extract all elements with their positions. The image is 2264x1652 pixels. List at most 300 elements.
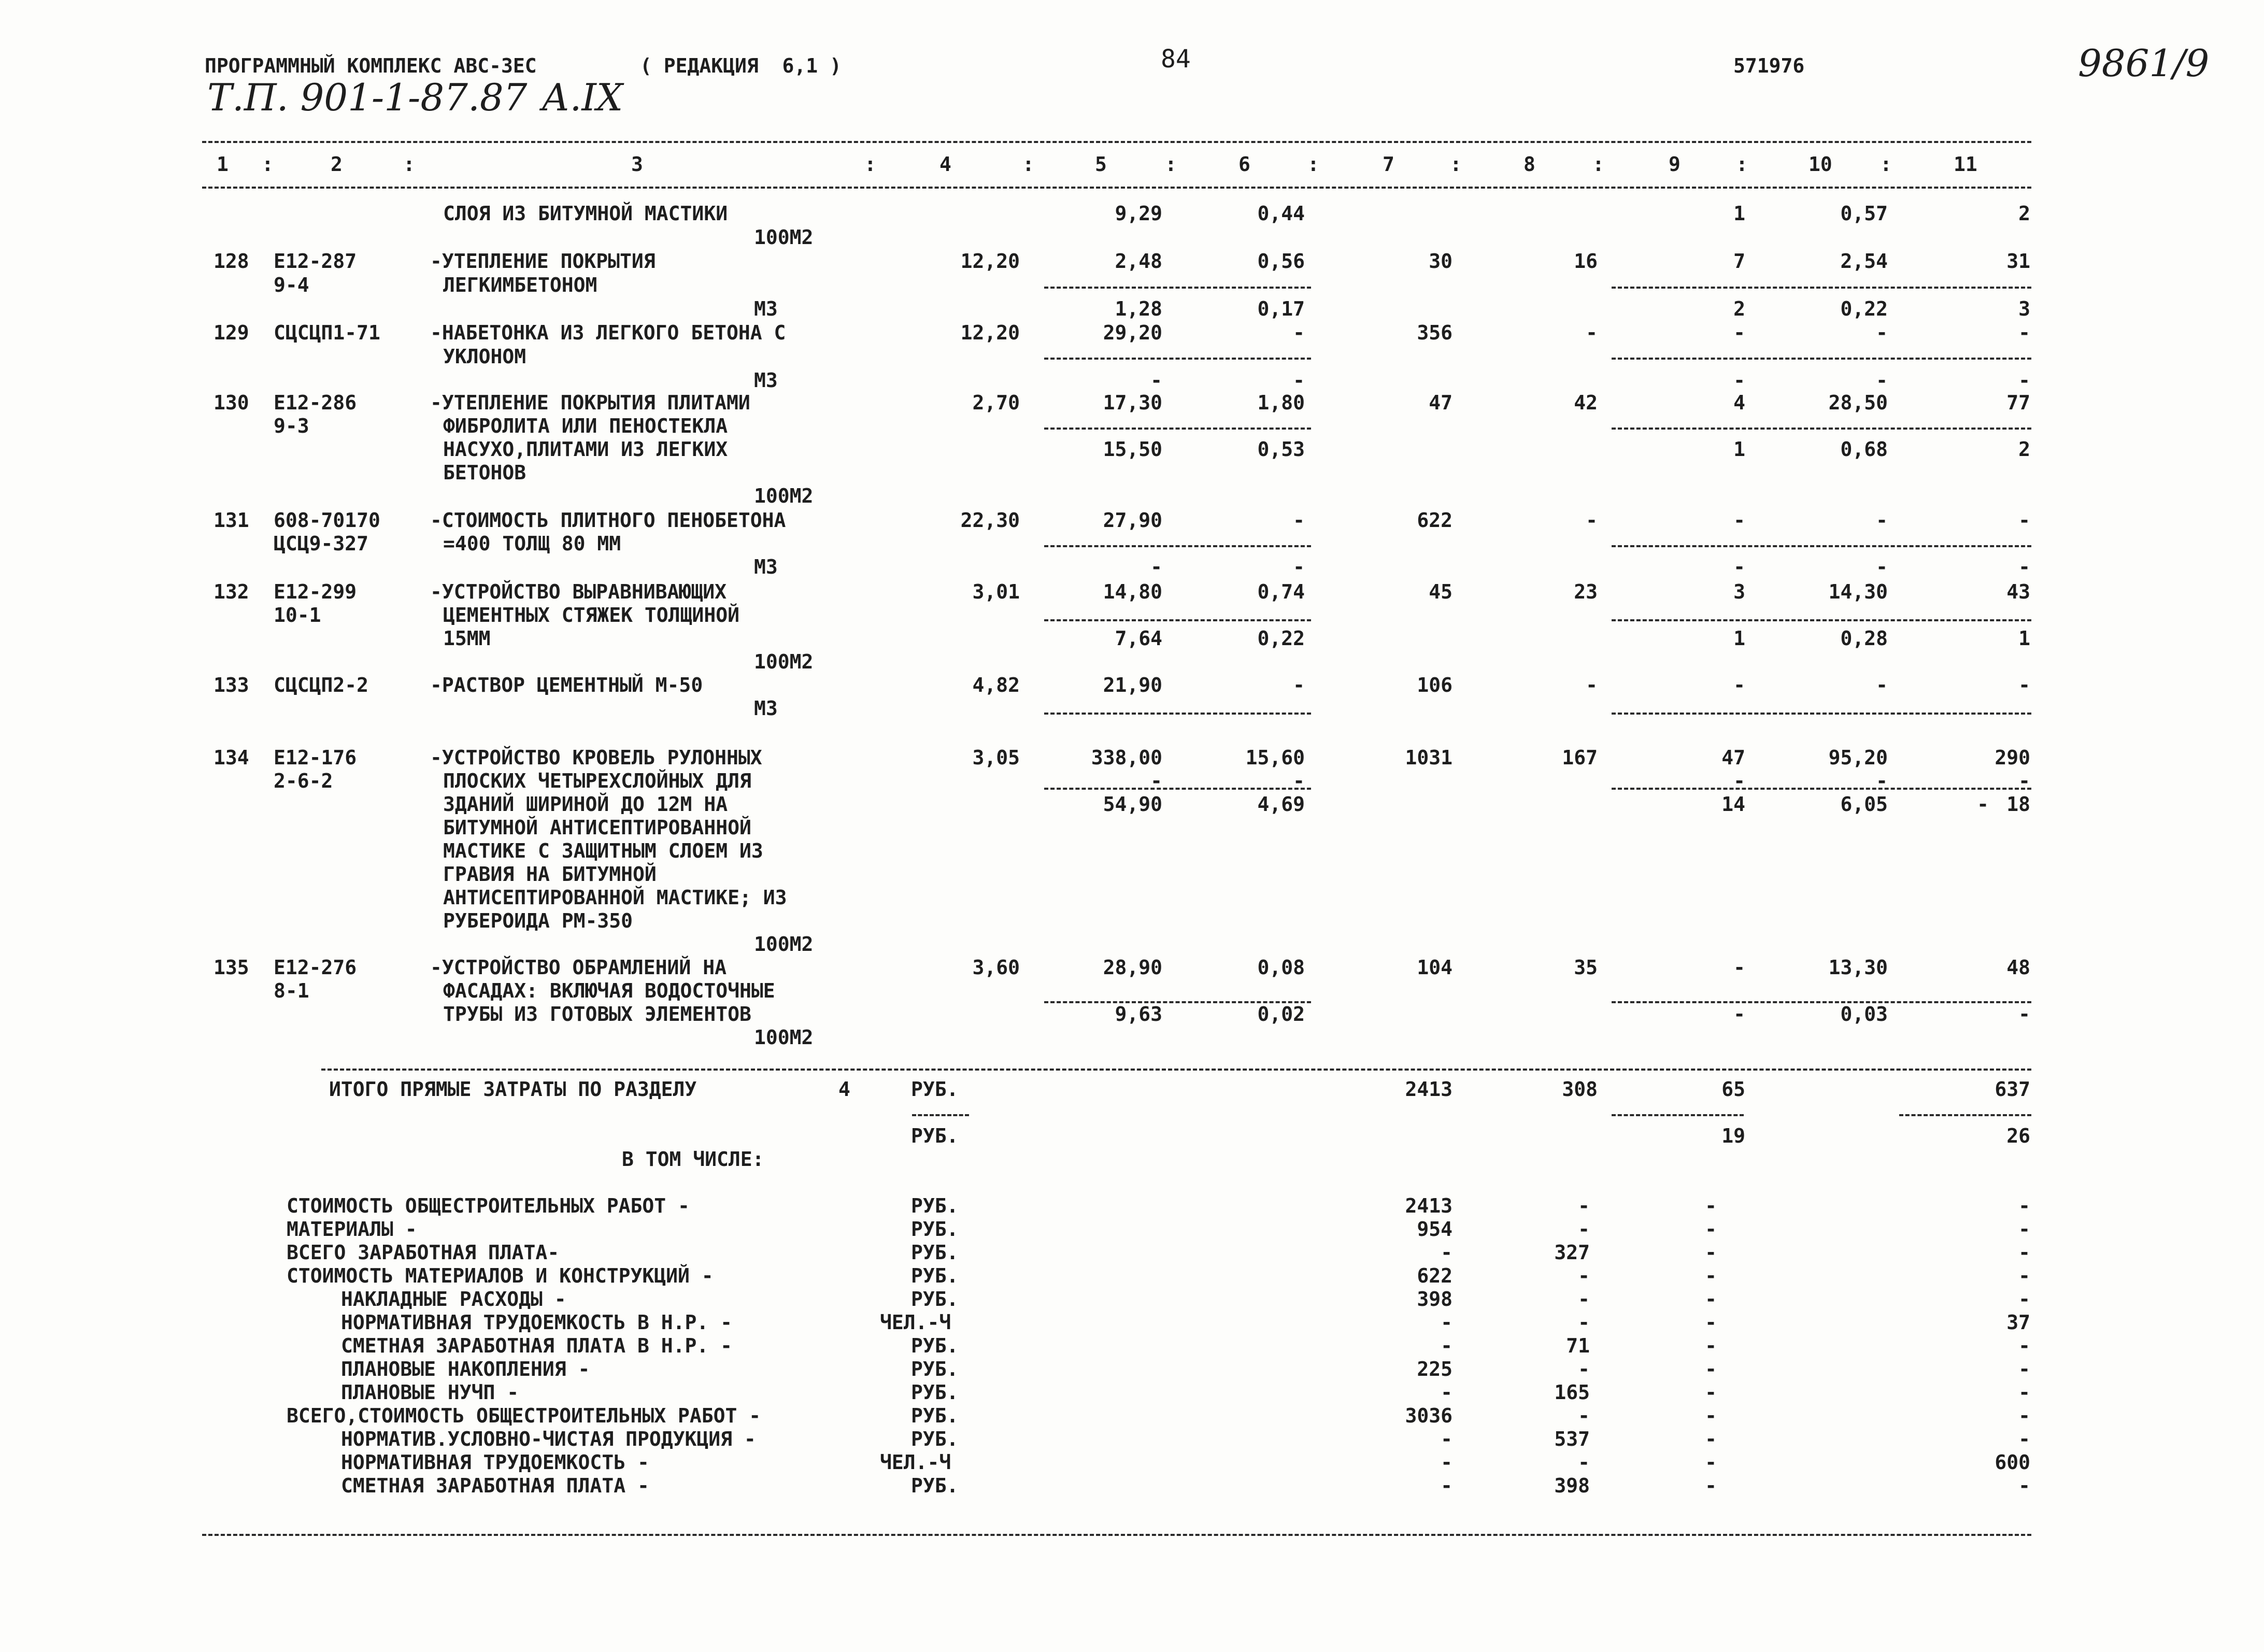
entry-line: МАСТИКЕ С ЗАЩИТНЫМ СЛОЕМ ИЗ [443,839,763,862]
entry-line: М3 [754,556,778,578]
rule [1044,788,1311,790]
totals-unit: РУБ. [911,1078,959,1101]
entry-line: 290 [1995,746,2030,769]
entry-line: 133 [213,674,249,696]
entry-line: - [1293,556,1305,578]
col-header-6: 6 [1238,153,1250,176]
summary-col11: - [2018,1381,2030,1404]
summary-col7: - [1441,1428,1453,1450]
entry-line: - [1876,674,1888,696]
entry-line: - [2018,674,2030,696]
entry-line: 12,20 [960,250,1020,273]
entry-line: - [1150,770,1162,792]
totals-col9-labour: 19 [1721,1124,1745,1147]
col-header-separator: : [1736,153,1748,176]
col-header-separator: : [1880,153,1892,176]
summary-col7: - [1441,1241,1453,1264]
col-header-separator: : [403,153,415,176]
entry-line: 22,30 [960,509,1020,532]
entry-line: М3 [754,369,778,392]
entry-line: - [1293,674,1305,696]
summary-label: ПЛАНОВЫЕ НУЧП - [341,1381,519,1404]
entry-line: 0,53 [1257,438,1305,461]
entry-line: 18 [2006,793,2030,816]
entry-line: 0,03 [1840,1003,1888,1026]
entry-line: 622 [1417,509,1453,532]
summary-col9: - [1705,1474,1717,1497]
entry-line: 45 [1429,580,1453,603]
header-program: ПРОГРАММНЫЙ КОМПЛЕКС АВС-3ЕС [205,54,537,77]
entry-line: 4,69 [1257,793,1305,816]
entry-line: 0,17 [1257,297,1305,320]
entry-line: - [1733,770,1745,792]
summary-label: СТОИМОСТЬ ОБЩЕСТРОИТЕЛЬНЫХ РАБОТ - [287,1194,690,1217]
entry-line: - [1293,369,1305,392]
entry-line: - [1586,674,1598,696]
summary-col11: - [2018,1218,2030,1241]
entry-line: 2 [2018,202,2030,225]
rule [1612,358,2031,360]
handwritten-album: А.IX [542,76,623,119]
summary-unit: РУБ. [911,1241,959,1264]
summary-col9: - [1705,1264,1717,1287]
summary-col11: - [2018,1358,2030,1380]
entry-line: - [1293,770,1305,792]
entry-line: 3,60 [972,956,1020,979]
entry-line: - [2018,556,2030,578]
entry-line: 54,90 [1103,793,1162,816]
rule [1044,545,1311,547]
summary-col11: - [2018,1288,2030,1311]
handwritten-project-code: Т.П. 901-1-87.87 [207,76,528,119]
entry-line: 2 [2018,438,2030,461]
entry-line: - [1293,321,1305,344]
entry-line: 47 [1721,746,1745,769]
col-header-separator: : [1307,153,1319,176]
including-heading: В ТОМ ЧИСЛЕ: [622,1148,764,1171]
entry-line: -УТЕПЛЕНИЕ ПОКРЫТИЯ ПЛИТАМИ [430,391,750,414]
entry-line: 0,28 [1840,627,1888,650]
summary-col7: 622 [1417,1264,1453,1287]
entry-line: УКЛОНОМ [443,345,526,368]
entry-line: 21,90 [1103,674,1162,696]
entry-line: 128 [213,250,249,273]
entry-line: 338,00 [1091,746,1162,769]
summary-label: НОРМАТИВНАЯ ТРУДОЕМКОСТЬ - [341,1451,649,1474]
entry-line: - [2018,321,2030,344]
entry-line: ГРАВИЯ НА БИТУМНОЙ [443,863,657,886]
summary-col7: - [1441,1451,1453,1474]
rule [202,187,2031,189]
entry-line: 1 [1733,202,1745,225]
entry-line: 35 [1574,956,1598,979]
summary-col7: 225 [1417,1358,1453,1380]
summary-unit: РУБ. [911,1218,959,1241]
rule [202,1534,2031,1536]
entry-line: СЛОЯ ИЗ БИТУМНОЙ МАСТИКИ [443,202,728,225]
summary-unit: РУБ. [911,1334,959,1357]
summary-col11: - [2018,1264,2030,1287]
entry-line: Е12-176 [274,746,357,769]
col-header-separator: : [864,153,876,176]
entry-line: Е12-287 [274,250,357,273]
entry-line: - [2018,1003,2030,1026]
entry-line: 23 [1574,580,1598,603]
rule [202,141,2031,143]
rule [1612,713,2031,715]
col-header-4: 4 [939,153,951,176]
header-edition: ( РЕДАКЦИЯ 6,1 ) [640,54,842,77]
entry-line: - [2018,509,2030,532]
entry-line: ФАСАДАХ: ВКЛЮЧАЯ ВОДОСТОЧНЫЕ [443,979,775,1002]
entry-line: -УСТРОЙСТВО ВЫРАВНИВАЮЩИХ [430,580,727,603]
summary-col8: 537 [1554,1428,1590,1450]
entry-line: 42 [1574,391,1598,414]
summary-col7: 954 [1417,1218,1453,1241]
summary-col11: - [2018,1241,2030,1264]
summary-col7: - [1441,1311,1453,1334]
col-header-separator: : [262,153,274,176]
entry-line: - [1733,956,1745,979]
entry-line: 0,57 [1840,202,1888,225]
entry-line: РУБЕРОИДА РМ-350 [443,909,633,932]
entry-line: 3 [2018,297,2030,320]
entry-line: - [1733,556,1745,578]
entry-line: 3 [1733,580,1745,603]
rule [1612,545,2031,547]
entry-line: - [1150,369,1162,392]
summary-col8: - [1578,1358,1590,1380]
entry-line: 9-3 [274,415,309,437]
entry-line: 9,63 [1115,1003,1162,1026]
summary-label: НАКЛАДНЫЕ РАСХОДЫ - [341,1288,566,1311]
entry-line: 134 [213,746,249,769]
summary-col9: - [1705,1404,1717,1427]
summary-col9: - [1705,1241,1717,1264]
rule [912,1114,969,1116]
entry-line: 7 [1733,250,1745,273]
col-header-7: 7 [1383,153,1394,176]
entry-line: 15,50 [1103,438,1162,461]
rule [1612,1001,2031,1003]
entry-line: 6,05 [1840,793,1888,816]
header-code: 571976 [1733,54,1805,77]
summary-col8: 165 [1554,1381,1590,1404]
entry-line: - [1586,509,1598,532]
entry-line: 2,70 [972,391,1020,414]
summary-col8: - [1578,1311,1590,1334]
entry-line: 0,22 [1840,297,1888,320]
summary-unit: ЧЕЛ.-Ч [880,1311,951,1334]
entry-line: - [1876,556,1888,578]
entry-line: 14,80 [1103,580,1162,603]
entry-line: 2,48 [1115,250,1162,273]
entry-line: М3 [754,297,778,320]
rule [1044,713,1311,715]
entry-line: 2 [1733,297,1745,320]
entry-line: - [1150,556,1162,578]
totals-unit-labour: РУБ. [911,1124,959,1147]
entry-line: 0,22 [1257,627,1305,650]
col-header-separator: : [1022,153,1034,176]
summary-col9: - [1705,1428,1717,1450]
entry-line: 8-1 [274,979,309,1002]
summary-col11: - [2018,1474,2030,1497]
summary-unit: РУБ. [911,1474,959,1497]
rule [1044,358,1311,360]
entry-line: 100М2 [754,650,814,673]
entry-line: Е12-286 [274,391,357,414]
totals-col11: 637 [1995,1078,2030,1101]
col-header-8: 8 [1523,153,1535,176]
entry-line: ФИБРОЛИТА ИЛИ ПЕНОСТЕКЛА [443,415,728,437]
entry-line: 15ММ [443,627,491,650]
entry-line: =400 ТОЛЩ 80 ММ [443,532,621,555]
entry-line: 1,28 [1115,297,1162,320]
entry-line: 0,74 [1257,580,1305,603]
summary-col7: - [1441,1334,1453,1357]
entry-line: 130 [213,391,249,414]
summary-label: СМЕТНАЯ ЗАРАБОТНАЯ ПЛАТА В Н.Р. - [341,1334,732,1357]
entry-line: 3,05 [972,746,1020,769]
col-header-2: 2 [331,153,343,176]
entry-line: 100М2 [754,226,814,249]
summary-col11: - [2018,1194,2030,1217]
summary-col9: - [1705,1288,1717,1311]
entry-line: - [1586,321,1598,344]
entry-line: 29,20 [1103,321,1162,344]
summary-col9: - [1705,1451,1717,1474]
entry-line: 132 [213,580,249,603]
summary-label: ВСЕГО ЗАРАБОТНАЯ ПЛАТА- [287,1241,560,1264]
entry-line: 1,80 [1257,391,1305,414]
entry-line: 27,90 [1103,509,1162,532]
entry-line: 77 [2006,391,2030,414]
entry-line: - [2018,369,2030,392]
summary-label: ПЛАНОВЫЕ НАКОПЛЕНИЯ - [341,1358,590,1380]
entry-line: 100М2 [754,933,814,956]
entry-line: 1 [2018,627,2030,650]
summary-unit: РУБ. [911,1404,959,1427]
summary-col7: - [1441,1381,1453,1404]
entry-line: 16 [1574,250,1598,273]
rule [1044,287,1311,289]
entry-line: 100М2 [754,1026,814,1049]
summary-col11: - [2018,1404,2030,1427]
entry-line: 0,08 [1257,956,1305,979]
entry-line: - [2018,770,2030,792]
rule [1044,428,1311,430]
entry-line: СЦСЦП2-2 [274,674,369,696]
entry-line: 7,64 [1115,627,1162,650]
entry-line: 13,30 [1828,956,1888,979]
entry-line: 0,56 [1257,250,1305,273]
entry-line: 28,90 [1103,956,1162,979]
entry-line: - [1876,770,1888,792]
entry-line: 2-6-2 [274,770,333,792]
summary-unit: РУБ. [911,1428,959,1450]
entry-line: 0,68 [1840,438,1888,461]
entry-line: - [1876,369,1888,392]
totals-col7: 2413 [1405,1078,1453,1101]
summary-col8: - [1578,1288,1590,1311]
entry-line: - [1733,674,1745,696]
summary-col9: - [1705,1194,1717,1217]
summary-col7: 398 [1417,1288,1453,1311]
rule [1612,788,2031,790]
summary-unit: ЧЕЛ.-Ч [880,1451,951,1474]
summary-unit: РУБ. [911,1381,959,1404]
entry-line: СЦСЦП1-71 [274,321,380,344]
entry-line: 31 [2006,250,2030,273]
summary-col11: - [2018,1334,2030,1357]
totals-col8: 308 [1562,1078,1598,1101]
summary-col8: - [1578,1194,1590,1217]
entry-line: 10-1 [274,604,321,626]
col-header-1: 1 [217,153,229,176]
entry-line: БЕТОНОВ [443,461,526,484]
entry-line: 608-70170 [274,509,380,532]
totals-section: 4 [838,1078,850,1101]
entry-line: НАСУХО,ПЛИТАМИ ИЗ ЛЕГКИХ [443,438,728,461]
page-number: 84 [1161,45,1191,74]
entry-line: - [1876,321,1888,344]
entry-line: Е12-276 [274,956,357,979]
col-header-3: 3 [631,153,643,176]
totals-title: ИТОГО ПРЯМЫЕ ЗАТРАТЫ ПО РАЗДЕЛУ [329,1078,697,1101]
col-header-9: 9 [1669,153,1681,176]
entry-line: -РАСТВОР ЦЕМЕНТНЫЙ М-50 [430,674,703,696]
summary-col9: - [1705,1218,1717,1241]
col-header-separator: : [1165,153,1177,176]
entry-line: 15,60 [1245,746,1305,769]
col-header-5: 5 [1095,153,1107,176]
rule [1612,287,2031,289]
summary-label: МАТЕРИАЛЫ - [287,1218,417,1241]
entry-line: 4 [1733,391,1745,414]
summary-col9: - [1705,1311,1717,1334]
entry-line: 9-4 [274,274,309,296]
entry-line: БИТУМНОЙ АНТИСЕПТИРОВАННОЙ [443,816,751,839]
summary-unit: РУБ. [911,1264,959,1287]
summary-label: НОРМАТИВ.УСЛОВНО-ЧИСТАЯ ПРОДУКЦИЯ - [341,1428,756,1450]
entry-line: 28,50 [1828,391,1888,414]
entry-line: 43 [2006,580,2030,603]
handwritten-corner-mark: 9861/9 [2078,41,2210,85]
entry-line: - [1733,369,1745,392]
entry-line: 100М2 [754,485,814,507]
summary-col9: - [1705,1334,1717,1357]
summary-col11: 600 [1995,1451,2030,1474]
entry-line: 48 [2006,956,2030,979]
summary-col9: - [1705,1358,1717,1380]
entry-line: - [1977,793,1989,816]
entry-line: 129 [213,321,249,344]
entry-line: - [1733,1003,1745,1026]
col-header-11: 11 [1954,153,1977,176]
entry-line: 30 [1429,250,1453,273]
entry-line: -СТОИМОСТЬ ПЛИТНОГО ПЕНОБЕТОНА [430,509,786,532]
summary-label: СТОИМОСТЬ МАТЕРИАЛОВ И КОНСТРУКЦИЙ - [287,1264,714,1287]
summary-unit: РУБ. [911,1358,959,1380]
col-header-10: 10 [1809,153,1832,176]
rule [1612,1114,1744,1116]
rule [1612,428,2031,430]
entry-line: 0,44 [1257,202,1305,225]
entry-line: ЦЕМЕНТНЫХ СТЯЖЕК ТОЛЩИНОЙ [443,604,739,626]
entry-line: 1031 [1405,746,1453,769]
entry-line: 4,82 [972,674,1020,696]
rule [1044,619,1311,621]
entry-line: 2,54 [1840,250,1888,273]
entry-line: М3 [754,697,778,720]
entry-line: 131 [213,509,249,532]
summary-col8: 327 [1554,1241,1590,1264]
entry-line: 135 [213,956,249,979]
entry-line: 1 [1733,627,1745,650]
entry-line: - [1733,509,1745,532]
entry-line: ПЛОСКИХ ЧЕТЫРЕХСЛОЙНЫХ ДЛЯ [443,770,751,792]
summary-col7: 2413 [1405,1194,1453,1217]
entry-line: ЛЕГКИМБЕТОНОМ [443,274,597,296]
rule [1612,619,2031,621]
summary-label: ВСЕГО,СТОИМОСТЬ ОБЩЕСТРОИТЕЛЬНЫХ РАБОТ - [287,1404,761,1427]
totals-col9: 65 [1721,1078,1745,1101]
summary-col7: - [1441,1474,1453,1497]
entry-line: - [1293,509,1305,532]
entry-line: -НАБЕТОНКА ИЗ ЛЕГКОГО БЕТОНА С [430,321,786,344]
entry-line: ТРУБЫ ИЗ ГОТОВЫХ ЭЛЕМЕНТОВ [443,1003,751,1026]
rule [321,1069,2031,1071]
summary-label: СМЕТНАЯ ЗАРАБОТНАЯ ПЛАТА - [341,1474,649,1497]
summary-unit: РУБ. [911,1288,959,1311]
summary-col8: - [1578,1264,1590,1287]
entry-line: - [1876,509,1888,532]
entry-line: 167 [1562,746,1598,769]
entry-line: 1 [1733,438,1745,461]
summary-col8: 71 [1566,1334,1590,1357]
entry-line: ЦСЦ9-327 [274,532,369,555]
entry-line: АНТИСЕПТИРОВАННОЙ МАСТИКЕ; ИЗ [443,886,787,909]
entry-line: 104 [1417,956,1453,979]
summary-col8: 398 [1554,1474,1590,1497]
summary-col7: 3036 [1405,1404,1453,1427]
entry-line: 9,29 [1115,202,1162,225]
entry-line: 17,30 [1103,391,1162,414]
entry-line: 14,30 [1828,580,1888,603]
summary-unit: РУБ. [911,1194,959,1217]
entry-line: 0,02 [1257,1003,1305,1026]
summary-label: НОРМАТИВНАЯ ТРУДОЕМКОСТЬ В Н.Р. - [341,1311,732,1334]
entry-line: -УТЕПЛЕНИЕ ПОКРЫТИЯ [430,250,656,273]
entry-line: ЗДАНИЙ ШИРИНОЙ ДО 12М НА [443,793,728,816]
col-header-separator: : [1592,153,1604,176]
entry-line: Е12-299 [274,580,357,603]
entry-line: -УСТРОЙСТВО КРОВЕЛЬ РУЛОННЫХ [430,746,762,769]
summary-col11: - [2018,1428,2030,1450]
totals-col11-labour: 26 [2006,1124,2030,1147]
summary-col8: - [1578,1404,1590,1427]
summary-col9: - [1705,1381,1717,1404]
entry-line: 356 [1417,321,1453,344]
summary-col8: - [1578,1218,1590,1241]
entry-line: 14 [1721,793,1745,816]
entry-line: - [1733,321,1745,344]
entry-line: -УСТРОЙСТВО ОБРАМЛЕНИЙ НА [430,956,727,979]
entry-line: 95,20 [1828,746,1888,769]
col-header-separator: : [1450,153,1462,176]
summary-col8: - [1578,1451,1590,1474]
